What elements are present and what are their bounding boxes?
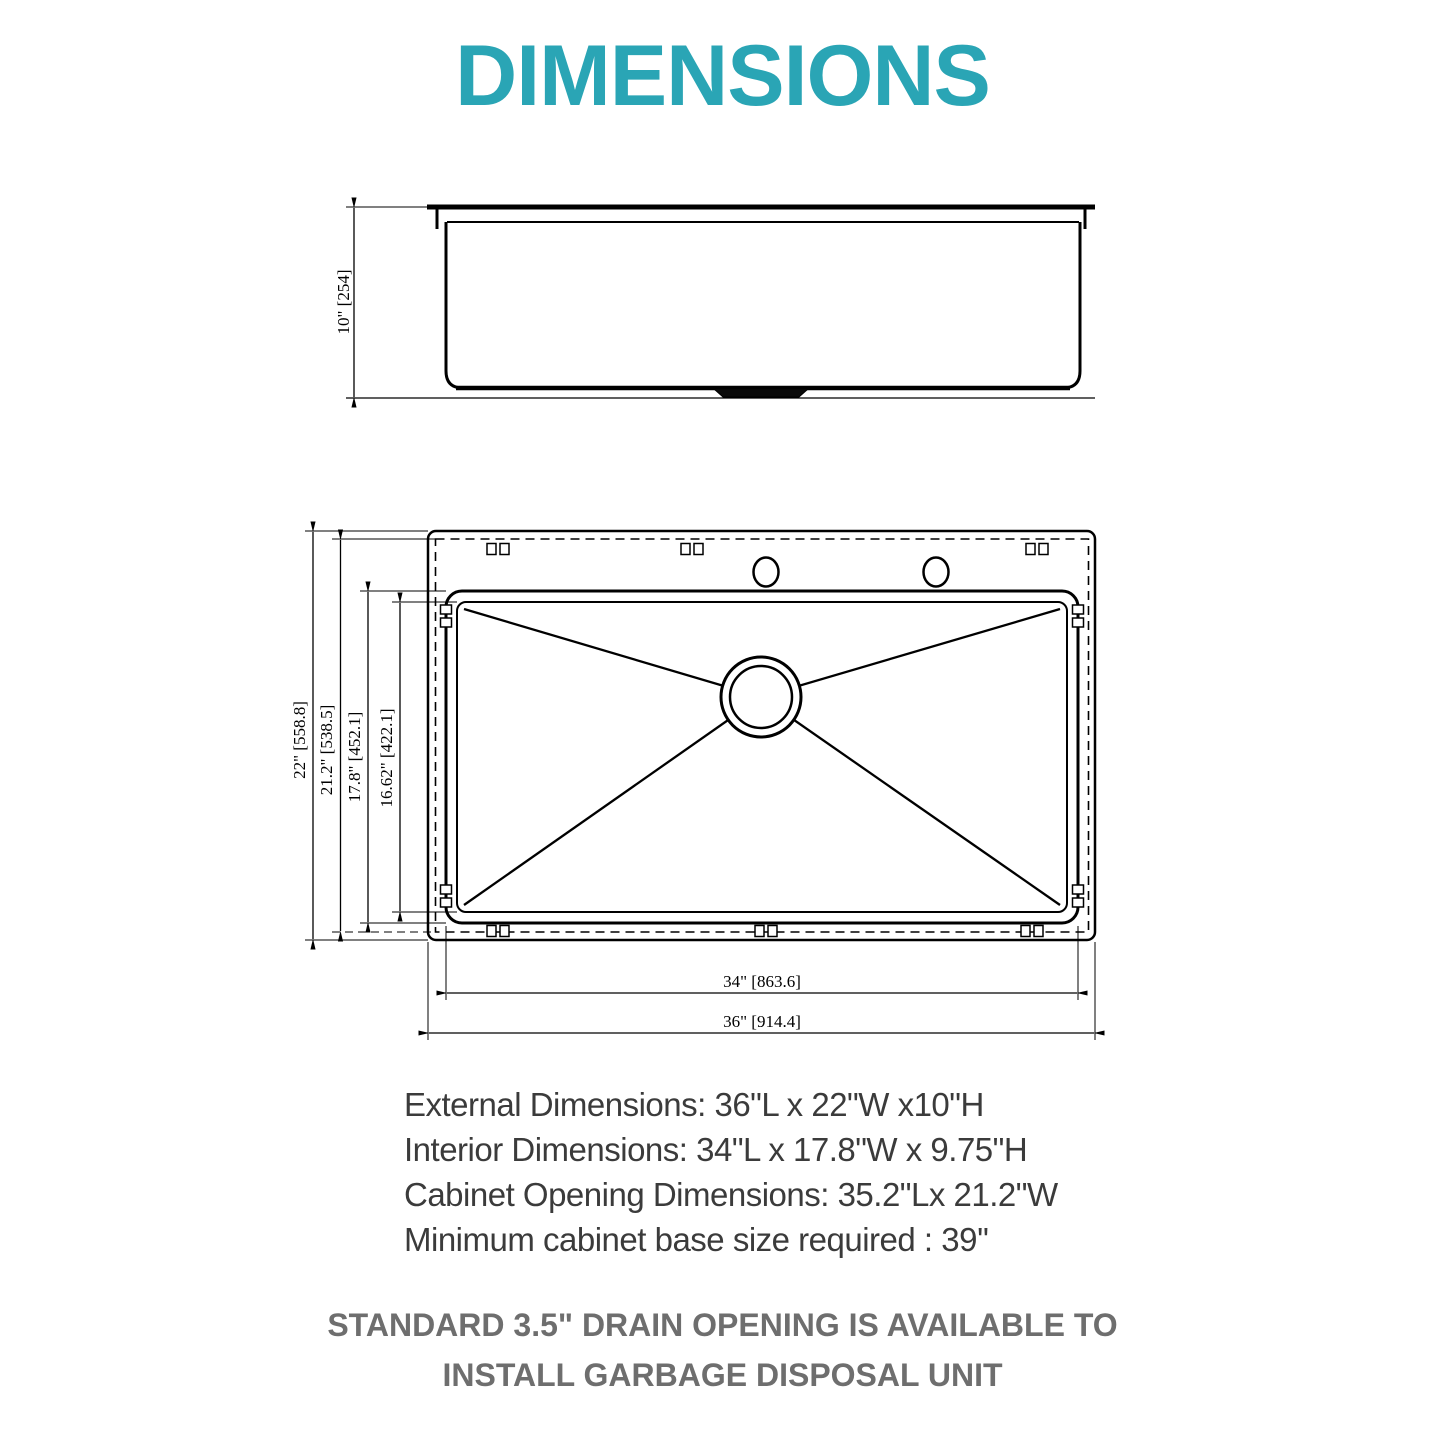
cabinet-width-label: 21.2" [538.5] bbox=[317, 704, 336, 796]
side-view bbox=[346, 207, 1095, 398]
drain-outer-circle bbox=[721, 657, 801, 737]
spec-line-external: External Dimensions: 36"L x 22"W x10"H bbox=[404, 1086, 984, 1123]
spec-line-cabinet-opening: Cabinet Opening Dimensions: 35.2"Lx 21.2"W bbox=[404, 1176, 1058, 1213]
interior-width-label: 17.8" [452.1] bbox=[345, 711, 364, 803]
side-height-label: 10" [254] bbox=[334, 269, 353, 335]
spec-line-interior: Interior Dimensions: 34"L x 17.8"W x 9.75"H bbox=[404, 1131, 1028, 1168]
page-title: DIMENSIONS bbox=[455, 28, 990, 124]
bowl-inner-edge bbox=[457, 602, 1067, 912]
base-width-label: 16.62" [422.1] bbox=[377, 708, 396, 808]
top-view bbox=[305, 531, 1095, 1040]
footer-note-line1: STANDARD 3.5" DRAIN OPENING IS AVAILABLE TO bbox=[327, 1307, 1118, 1343]
bowl-outer-edge bbox=[446, 591, 1078, 923]
faucet-hole-right bbox=[924, 558, 949, 587]
mounting-clips-bottom bbox=[487, 926, 1043, 937]
side-drain-bump bbox=[714, 389, 808, 397]
side-sink-body bbox=[446, 222, 1080, 388]
footer-note bbox=[0, 1300, 1445, 1400]
interior-length-label: 34" [863.6] bbox=[723, 972, 801, 991]
faucet-hole-left bbox=[754, 558, 779, 587]
spec-line-min-base: Minimum cabinet base size required : 39'' bbox=[404, 1221, 989, 1258]
mounting-clips-top bbox=[487, 544, 1048, 555]
spec-list bbox=[404, 1082, 1058, 1262]
footer-note-line2: INSTALL GARBAGE DISPOSAL UNIT bbox=[442, 1357, 1003, 1393]
external-length-label: 36" [914.4] bbox=[723, 1012, 801, 1031]
external-width-label: 22" [558.8] bbox=[290, 701, 309, 779]
bowl-slope-diagonals bbox=[464, 609, 1060, 905]
